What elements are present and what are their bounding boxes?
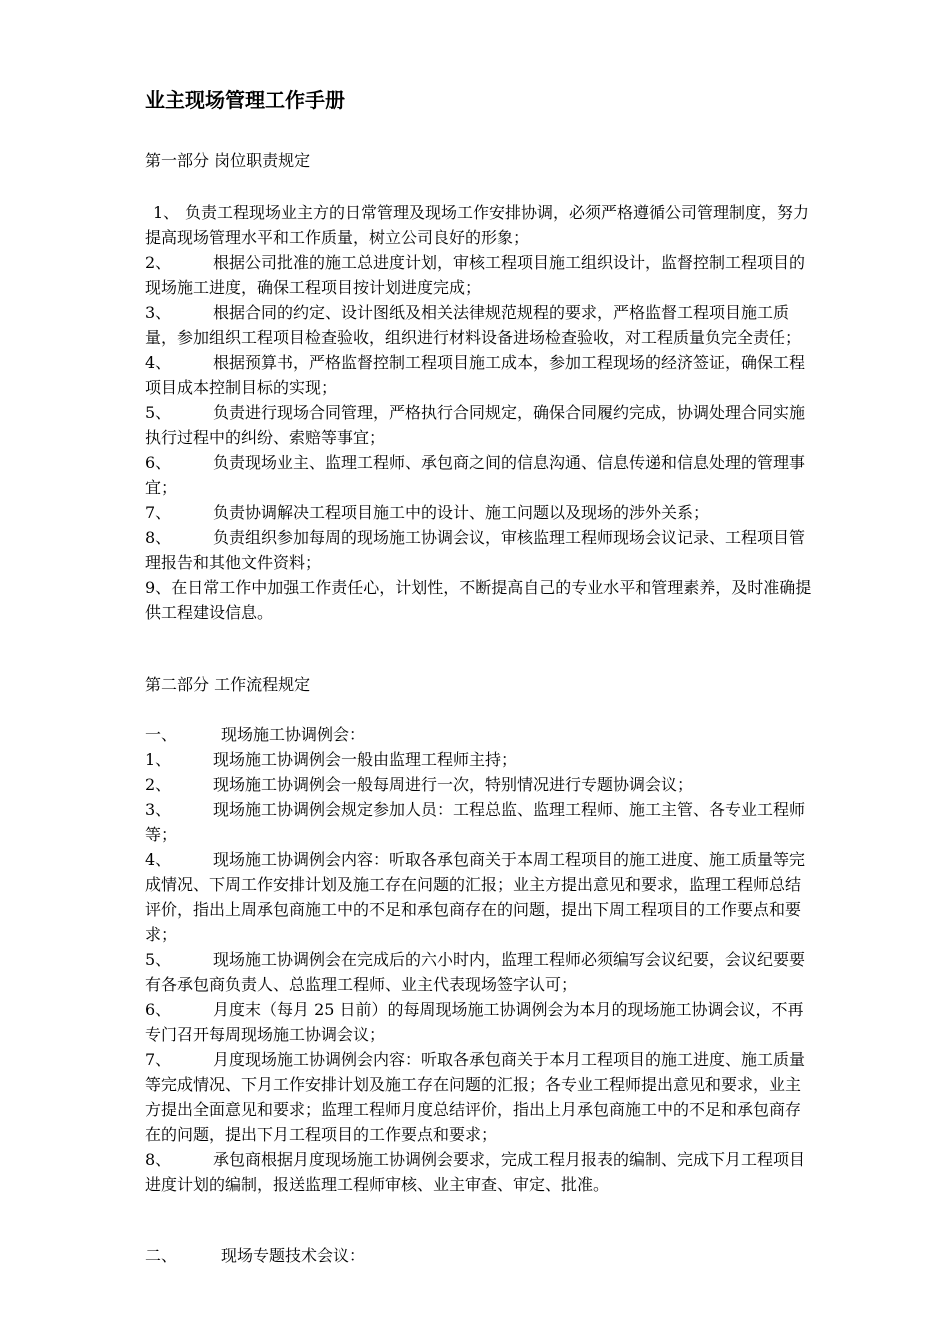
item-number: 4、 <box>145 353 172 372</box>
item-number: 8、 <box>145 1150 172 1169</box>
part1-duty-list <box>145 200 815 625</box>
item-number: 2、 <box>145 253 172 272</box>
duty-item-3 <box>145 300 815 350</box>
process-item-6 <box>145 997 815 1047</box>
section1-heading <box>145 722 815 747</box>
item-number: 9、 <box>145 578 172 597</box>
item-text: 月度末（每月 25 日前）的每周现场施工协调例会为本月的现场施工协调会议，不再专门召开每周现场施工协调会议； <box>145 1000 804 1044</box>
item-text: 负责工程现场业主方的日常管理及现场工作安排协调，必须严格遵循公司管理制度，努力提高现场管理水平和工作质量，树立公司良好的形象； <box>145 203 810 247</box>
process-item-2 <box>145 772 815 797</box>
item-number: 3、 <box>145 303 172 322</box>
duty-item-8 <box>145 525 815 575</box>
item-number: 1、 <box>153 203 180 222</box>
part2-process-list <box>145 722 815 1197</box>
item-text: 现场施工协调例会规定参加人员：工程总监、监理工程师、施工主管、各专业工程师等； <box>145 800 806 844</box>
process-item-7 <box>145 1047 815 1147</box>
item-text: 负责组织参加每周的现场施工协调会议，审核监理工程师现场会议记录、工程项目管理报告和其他文件资料； <box>145 528 806 572</box>
item-text: 在日常工作中加强工作责任心，计划性，不断提高自己的专业水平和管理素养，及时准确提供工程建设信息。 <box>145 578 812 622</box>
item-number: 2、 <box>145 775 172 794</box>
item-text: 根据预算书，严格监督控制工程项目施工成本，参加工程现场的经济签证，确保工程项目成本控制目标的实现； <box>145 353 806 397</box>
process-item-5 <box>145 947 815 997</box>
duty-item-4 <box>145 350 815 400</box>
item-number: 6、 <box>145 453 172 472</box>
process-item-8 <box>145 1147 815 1197</box>
item-text: 负责现场业主、监理工程师、承包商之间的信息沟通、信息传递和信息处理的管理事宜； <box>145 453 806 497</box>
item-number: 3、 <box>145 800 172 819</box>
section-title: 现场专题技术会议： <box>221 1246 366 1265</box>
section-number: 一、 <box>145 725 178 744</box>
item-number: 5、 <box>145 403 172 422</box>
item-text: 现场施工协调例会内容：听取各承包商关于本周工程项目的施工进度、施工质量等完成情况、下周工作安排计划及施工存在问题的汇报；业主方提出意见和要求，监理工程师总结评价，指出上周承包商施工中的不足和承包商存在的问题，提出下周工程项目的工作要点和要求； <box>145 850 806 944</box>
process-item-4 <box>145 847 815 947</box>
item-number: 1、 <box>145 750 172 769</box>
section-number: 二、 <box>145 1246 178 1265</box>
part2-heading: 第二部分 工作流程规定 <box>145 675 311 694</box>
item-text: 负责进行现场合同管理，严格执行合同规定，确保合同履约完成，协调处理合同实施执行过程中的纠纷、索赔等事宜； <box>145 403 806 447</box>
item-text: 现场施工协调例会在完成后的六小时内，监理工程师必须编写会议纪要，会议纪要要有各承包商负责人、总监理工程师、业主代表现场签字认可； <box>145 950 806 994</box>
item-number: 5、 <box>145 950 172 969</box>
item-text: 根据公司批准的施工总进度计划，审核工程项目施工组织设计，监督控制工程项目的现场施工进度，确保工程项目按计划进度完成； <box>145 253 806 297</box>
part1-heading: 第一部分 岗位职责规定 <box>145 151 311 170</box>
duty-item-5 <box>145 400 815 450</box>
item-number: 7、 <box>145 503 172 522</box>
document-title: 业主现场管理工作手册 <box>145 88 345 112</box>
duty-item-9 <box>145 575 815 625</box>
section2-heading <box>145 1243 815 1268</box>
item-number: 7、 <box>145 1050 172 1069</box>
item-text: 现场施工协调例会一般每周进行一次，特别情况进行专题协调会议； <box>213 775 694 794</box>
item-number: 4、 <box>145 850 172 869</box>
process-item-1 <box>145 747 815 772</box>
item-text: 月度现场施工协调例会内容：听取各承包商关于本月工程项目的施工进度、施工质量等完成情况、下月工作安排计划及施工存在问题的汇报；各专业工程师提出意见和要求，业主方提出全面意见和要求；监理工程师月度总结评价，指出上月承包商施工中的不足和承包商存在的问题，提出下月工程项目的工作要点和要求； <box>145 1050 806 1144</box>
section2-heading-line <box>145 1243 815 1268</box>
duty-item-6 <box>145 450 815 500</box>
duty-item-2 <box>145 250 815 300</box>
item-number: 6、 <box>145 1000 172 1019</box>
process-item-3 <box>145 797 815 847</box>
item-text: 现场施工协调例会一般由监理工程师主持； <box>213 750 518 769</box>
duty-item-1 <box>145 200 815 250</box>
item-text: 根据合同的约定、设计图纸及相关法律规范规程的要求，严格监督工程项目施工质量，参加组织工程项目检查验收，组织进行材料设备进场检查验收，对工程质量负完全责任； <box>145 303 802 347</box>
item-text: 承包商根据月度现场施工协调例会要求，完成工程月报表的编制、完成下月工程项目进度计划的编制，报送监理工程师审核、业主审查、审定、批准。 <box>145 1150 806 1194</box>
item-number: 8、 <box>145 528 172 547</box>
duty-item-7 <box>145 500 815 525</box>
section-title: 现场施工协调例会： <box>221 725 366 744</box>
item-text: 负责协调解决工程项目施工中的设计、施工问题以及现场的涉外关系； <box>213 503 710 522</box>
